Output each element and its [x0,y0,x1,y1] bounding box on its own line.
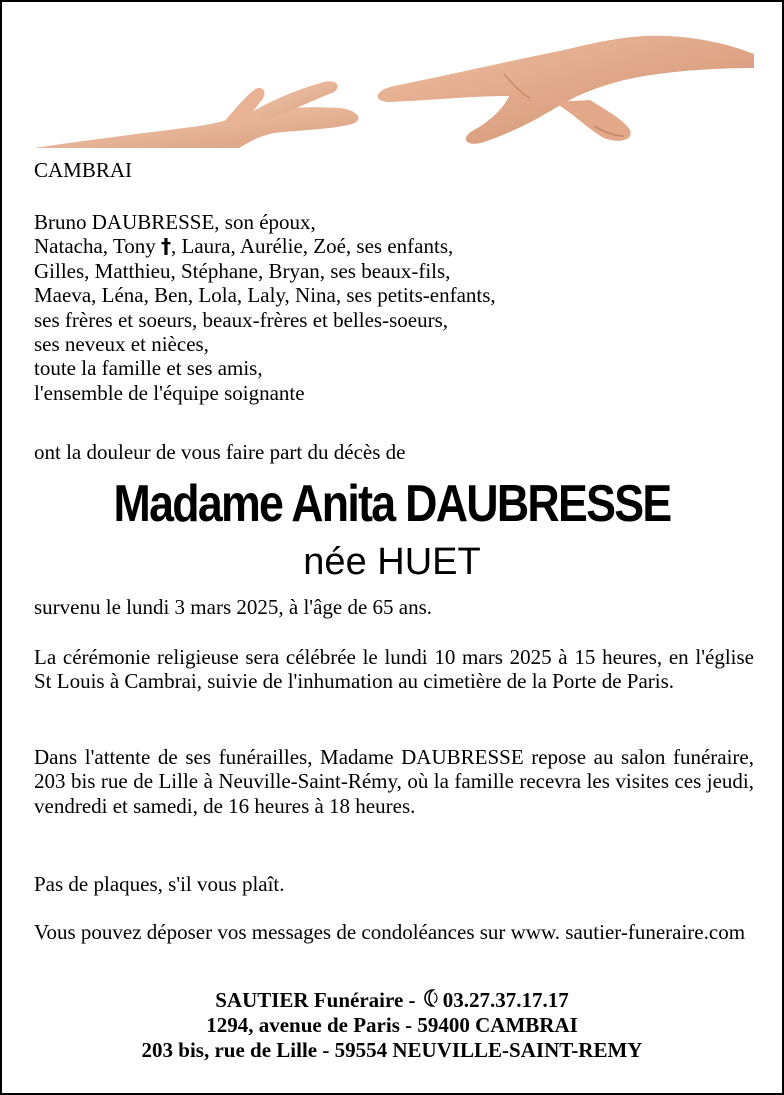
phone-number: 03.27.37.17.17 [442,988,569,1012]
funeral-home-contact [2,988,782,1013]
family-line: Maeva, Léna, Ben, Lola, Laly, Nina, ses petits-enfants, [34,283,496,308]
funeral-home-footer [2,988,782,1063]
family-line: ses frères et soeurs, beaux-frères et belles-soeurs, [34,307,448,332]
family-list [34,210,754,405]
death-info: survenu le lundi 3 mars 2025, à l'âge de 65 ans. [34,595,433,619]
visitation-paragraph: Dans l'attente de ses funérailles, Madame DAUBRESSE repose au salon funéraire, 203 bis rue de Lille à Neuville-Saint-Rémy, où la famille recevra les visites ces jeudi, vendredi et samedi, de 16 heures à 18 heures. [34,745,754,818]
reaching-hands-image [34,34,754,148]
cross-icon: † [161,234,172,259]
condolences-paragraph: Vous pouvez déposer vos messages de condoléances sur www. sautier-funeraire.com [34,920,746,944]
family-line: Bruno DAUBRESSE, son époux, [34,210,316,234]
ceremony-paragraph: La cérémonie religieuse sera célébrée le lundi 10 mars 2025 à 15 heures, en l'église St Louis à Cambrai, suivie de l'inhumation au cimetière de la Porte de Paris. [34,645,754,694]
family-line: Gilles, Matthieu, Stéphane, Bryan, ses beaux-fils, [34,258,451,283]
announcement-intro: ont la douleur de vous faire part du décès de [34,440,406,464]
phone-icon [421,988,443,1013]
funeral-home-name: SAUTIER Funéraire - [215,988,421,1012]
family-line-rest: , Laura, Aurélie, Zoé, ses enfants, [171,234,454,259]
family-line: toute la famille et ses amis, [34,356,263,381]
family-line-children [34,234,754,258]
funeral-salon-address: 203 bis, rue de Lille - 59554 NEUVILLE-SAINT-REMY [141,1038,643,1062]
city-heading: CAMBRAI [34,158,133,182]
family-line: l'ensemble de l'équipe soignante [34,380,305,405]
deceased-name: Madame Anita DAUBRESSE [113,475,671,533]
funeral-home-address: 1294, avenue de Paris - 59400 CAMBRAI [206,1013,578,1037]
no-plaques-note: Pas de plaques, s'il vous plaît. [34,872,285,896]
family-line: ses neveux et nièces, [34,331,209,356]
hands-illustration [34,34,754,148]
family-line-start: Natacha, Tony [34,234,162,259]
maiden-name: née HUET [303,541,481,583]
